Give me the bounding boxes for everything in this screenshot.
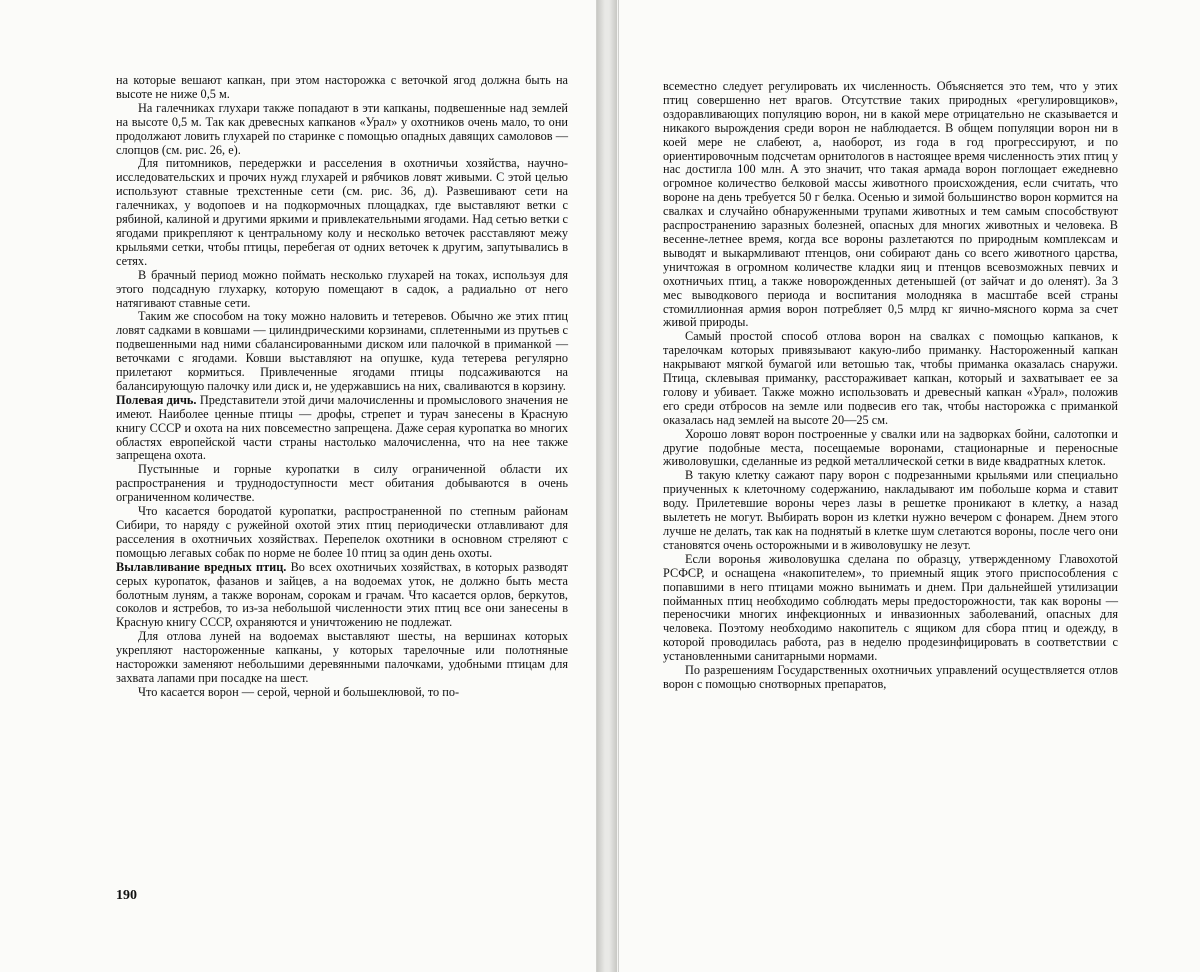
paragraph bbox=[663, 330, 1118, 427]
page-number: 190 bbox=[116, 888, 137, 903]
paragraph-text: Самый простой способ отлова ворон на свалках с помощью капканов, к тарелочкам которых привязывают какую-либо приманку. Настороженный капкан накрывают мягкой бумагой или ветошью так, чтобы приманка оказалась снаружи. Птица, склевывая приманку, расстораживает капкан, который и захватывает ее за голову и убивает. Также можно использовать и древесный капкан «Урал», положив его среди отбросов на земле или подвесив его так, чтобы насторожка с приманкой оказалась над землей на высоте 20—25 см. bbox=[663, 329, 1118, 427]
paragraph-text: Для отлова луней на водоемах выставляют шесты, на вершинах которых укрепляют настороженные капканы, у которых тарелочные или полотняные насторожки заменяют небольшими деревянными палочками, удобными птицам для захвата лапами при посадке на шест. bbox=[116, 629, 568, 685]
paragraph-text: Представители этой дичи малочисленны и промыслового значения не имеют. Наиболее ценные птицы — дрофы, стрепет и турач занесены в Красную книгу СССР и охота на них повсеместно запрещена. Даже серая куропатка во многих областях европейской части страны настолько малочисленна, что на нее также запрещена охота. bbox=[116, 392, 568, 463]
right-page-text bbox=[663, 80, 1118, 692]
paragraph-text: В брачный период можно поймать несколько глухарей на токах, используя для этого подсадную глухарку, которую помещают в садок, а радиально от него натягивают ставные сети. bbox=[116, 267, 568, 310]
paragraph-text: Таким же способом на току можно наловить и тетеревов. Обычно же этих птиц ловят садками в ковшами — цилиндрическими корзинами, сплетенными из прутьев с подвешенными над ними сбалансированными диском или палочкой в приманкой — веточками с ягодами. Ковши выставляют на опушке, куда тетерева регулярно прилетают кормиться. Привлеченные ягодами птицы подсаживаются на балансирующую палочку или диск и, не удержавшись на них, сваливаются в корзину. bbox=[116, 309, 568, 393]
section-lead: Полевая дичь. bbox=[116, 392, 197, 407]
paragraph bbox=[663, 469, 1118, 552]
paragraph bbox=[116, 505, 568, 561]
paragraph bbox=[116, 463, 568, 505]
paragraph bbox=[116, 630, 568, 686]
book-gutter bbox=[597, 0, 617, 972]
paragraph bbox=[116, 686, 568, 700]
section-lead: Вылавливание вредных птиц. bbox=[116, 559, 287, 574]
paragraph bbox=[663, 553, 1118, 664]
paragraph bbox=[116, 269, 568, 311]
left-page bbox=[0, 0, 597, 972]
paragraph-text: Что касается ворон — серой, черной и большеклювой, то по- bbox=[138, 684, 460, 699]
paragraph bbox=[663, 80, 1118, 330]
paragraph bbox=[663, 664, 1118, 692]
paragraph bbox=[116, 102, 568, 158]
paragraph-text: Для питомников, передержки и расселения в охотничьи хозяйства, научно-исследовательских и прочих нужд глухарей и рябчиков ловят живыми. С этой целью используют ставные трехстенные сети (см. рис. 36, д). Развешивают сети на галечниках, у водопоев и на подкормочных площадках, где выставляют ветки с рябиной, калиной и другими яркими и привлекательными ягодами. Над сетью ветки с ягодами прикрепляют к центральному колу и несколько веточек расставляют межу крыльями сетки, чтобы птицы, перебегая от одних веточек к другим, запутывались в сетях. bbox=[116, 156, 568, 268]
paragraph-text: Во всех охотничьих хозяйствах, в которых разводят серых куропаток, фазанов и зайцев, а на водоемах уток, не должно быть места болотным луням, а также воронам, сорокам и грачам. Что касается орлов, беркутов, соколов и ястребов, то из-за небольшой численности этих птиц все они занесены в Красную книгу СССР, охраняются и уничтожению не подлежат. bbox=[116, 559, 568, 630]
paragraph-text: На галечниках глухари также попадают в эти капканы, подвешенные над землей на высоте 0,5 м. Так как древесных капканов «Урал» у охотников очень мало, то они продолжают ловить глухарей по старинке с помощью опадных давящих самоловов — слопцов (см. рис. 26, е). bbox=[116, 100, 568, 157]
paragraph bbox=[116, 74, 568, 102]
paragraph bbox=[116, 394, 568, 464]
paragraph-text: Что касается бородатой куропатки, распространенной по степным районам Сибири, то наряду с ружейной охотой этих птиц периодически отлавливают для расселения в охотничьих хозяйствах. Перепелок охотники в основном стреляют с помощью легавых собак по норме не более 10 птиц за один день охоты. bbox=[116, 504, 568, 560]
paragraph-text: Пустынные и горные куропатки в силу ограниченной области их распространения и труднодоступности мест обитания добываются в очень ограниченном количестве. bbox=[116, 462, 568, 505]
paragraph-text: на которые вешают капкан, при этом насторожка с веточкой ягод должна быть на высоте не ниже 0,5 м. bbox=[116, 73, 568, 101]
paragraph bbox=[116, 561, 568, 631]
left-page-text bbox=[116, 74, 568, 700]
paragraph bbox=[116, 157, 568, 268]
paragraph bbox=[663, 428, 1118, 470]
paragraph-text: Хорошо ловят ворон построенные у свалки или на задворках бойни, салотопки и другие подобные места, посещаемые воронами, стационарные и переносные живоловушки, сделанные из редкой металлической сетки в виде квадратных клеток. bbox=[663, 426, 1118, 469]
paragraph-text: всеместно следует регулировать их численность. Объясняется это тем, что у этих птиц совершенно нет врагов. Отсутствие таких природных «регулировщиков», оздоравливающих популяцию ворон, ни в какой мере отрицательно не сказывается и никакого вырождения среди ворон не наблюдается. В общем популяции ворон ни в коей мере не слабеют, а, наоборот, из года в год прогрессируют, и по ориентировочным подсчетам орнитологов в настоящее время численность этих птиц у нас достигла 100 млн. А это значит, что такая армада ворон поглощает ежедневно огромное количество белковой массы животного происхождения, если считать, что вороне на день требуется 50 г белка. Осенью и зимой большинство ворон кормится на свалках и случайно обнаруженными трупами животных и тем самым способствуют распространению заразных болезней, опасных для многих животных и человека. В весенне-летнее время, когда все вороны разлетаются по природным комплексам и выводят и выкармливают птенцов, они собирают дань со всего животного царства, уничтожая в огромном количестве кладки яиц и птенцов всевозможных певчих и охотничьих птиц, а также новорожденных детенышей (от зайчат и до оленят). За 3 мес выводкового периода и воспитания молодняка в масштабе всей страны стомиллионная армия ворон потребляет 0,5 млрд кг яично-мясного корма за счет живой природы. bbox=[663, 79, 1118, 330]
paragraph bbox=[116, 310, 568, 393]
paragraph-text: Если воронья живоловушка сделана по образцу, утвержденному Главохотой РСФСР, и оснащена «накопителем», то приемный ящик этого приспособления с попавшими в него птицами можно вынимать и днем. При дальнейшей утилизации пойманных птиц необходимо соблюдать меры предосторожности, так как вороны — переносчики многих инфекционных и инвазионных заболеваний, опасных для человека. Поэтому необходимо накопитель с ящиком для сбора птиц и одежду, в которой проводилась работа, раз в неделю продезинфицировать в соответствии с установленными санитарными нормами. bbox=[663, 551, 1118, 664]
paragraph-text: По разрешениям Государственных охотничьих управлений осуществляется отлов ворон с помощью снотворных препаратов, bbox=[663, 663, 1118, 691]
paragraph-text: В такую клетку сажают пару ворон с подрезанными крыльями или специально приученных к клеточному содержанию, накладывают им побольше корма и ставит воду. Прилетевшие вороны через лазы в решетке проникают в клетку, а назад вылететь не могут. Выбирать ворон из клетки нужно вечером с фонарем. Днем этого лучше не делать, так как на поднятый в клетке шум слетаются вороны, после чего они становятся очень осторожными и в живоловушку не лезут. bbox=[663, 468, 1118, 552]
